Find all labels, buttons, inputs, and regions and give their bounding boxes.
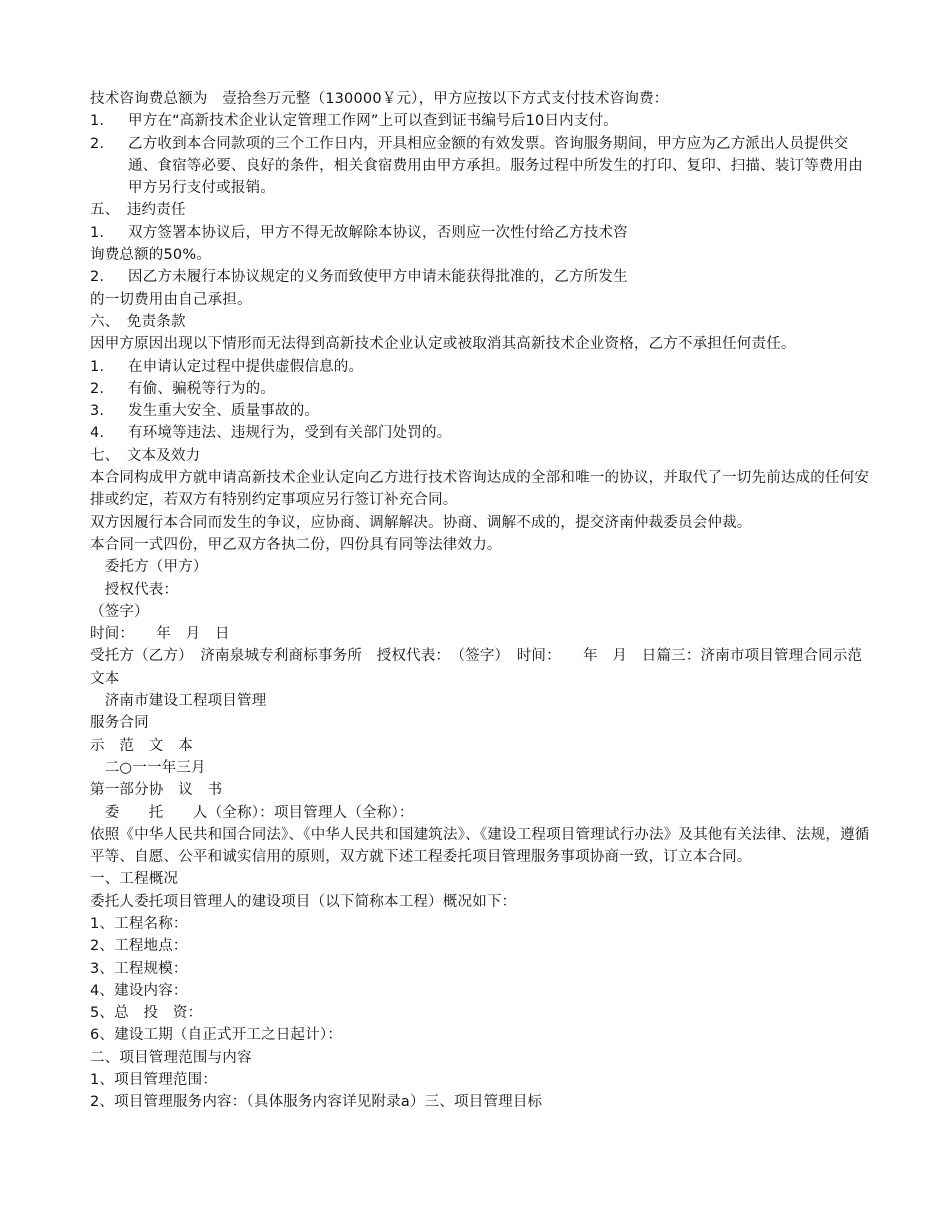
contract-title-3: 示 范 文 本: [90, 737, 193, 754]
list-number: 1.: [90, 224, 105, 241]
breach-item-1-cont: 询费总额的50%。: [90, 247, 212, 264]
exemption-heading: 六、 免责条款: [90, 313, 186, 330]
scope-item-1: 1、项目管理范围：: [90, 1072, 218, 1089]
exemption-item-4: [90, 422, 870, 444]
validity-paragraph-2: 双方因履行本合同而发生的争议，应协商、调解解决。协商、调解不成的，提交济南仲裁委员会仲裁。: [90, 514, 752, 531]
project-item-scale: 3、工程规模：: [90, 960, 188, 977]
project-item-location: 2、工程地点：: [90, 938, 188, 955]
scope-item-2: 2、项目管理服务内容：（具体服务内容详见附录a）三、项目管理目标: [90, 1094, 543, 1111]
parties-line: 委 托 人（全称）：项目管理人（全称）：: [90, 804, 414, 821]
contract-title-2: 服务合同: [90, 715, 149, 732]
list-number: 4.: [90, 425, 105, 442]
list-number: 3.: [90, 403, 105, 420]
section-2-heading: 二、项目管理范围与内容: [90, 1049, 252, 1066]
exemption-item-2: [90, 378, 870, 400]
document-page: [90, 88, 870, 1114]
validity-heading: 七、 文本及效力: [90, 447, 201, 464]
list-number: 1.: [90, 113, 105, 130]
payment-item-2: [90, 133, 870, 200]
breach-item-2: [90, 266, 870, 288]
signature-client: 委托方（甲方）: [90, 559, 208, 576]
signature-sign: （签字）: [90, 603, 149, 620]
validity-paragraph-3: 本合同一式四份，甲乙双方各执二份，四份具有同等法律效力。: [90, 536, 502, 553]
validity-paragraph-1: 本合同构成甲方就申请高新技术企业认定向乙方进行技术咨询达成的全部和唯一的协议，并取代了一切先前达成的任何安排或约定，若双方有特别约定事项应另行签订补充合同。: [90, 470, 870, 509]
section-1-intro: 委托人委托项目管理人的建设项目（以下简称本工程）概况如下：: [90, 893, 517, 910]
project-item-investment: 5、总 投 资：: [90, 1005, 203, 1022]
list-number: 1.: [90, 358, 105, 375]
list-text: 双方签署本协议后，甲方不得无故解除本协议，否则应一次性付给乙方技术咨: [128, 224, 628, 241]
payment-intro: 技术咨询费总额为 壹拾叁万元整（130000￥元），甲方应按以下方式支付技术咨询费：: [90, 91, 669, 107]
signature-provider: 受托方（乙方） 济南泉城专利商标事务所 授权代表： （签字） 时间： 年 月 日篇三：济南市项目管理合同示范文本: [90, 648, 863, 687]
list-number: 2.: [90, 380, 105, 397]
list-text: 乙方收到本合同款项的三个工作日内，开具相应金额的有效发票。咨询服务期间，甲方应为乙方派出人员提供交通、食宿等必要、良好的条件，相关食宿费用由甲方承担。服务过程中所发生的打印、复印、扫描、装订等费用由甲方另行支付或报销。: [128, 135, 863, 197]
exemption-item-3: [90, 400, 870, 422]
list-text: 甲方在“高新技术企业认定管理工作网”上可以查到证书编号后10日内支付。: [128, 113, 618, 130]
list-text: 有偷、骗税等行为的。: [128, 380, 275, 397]
exemption-item-1: [90, 356, 870, 378]
list-text: 因乙方未履行本协议规定的义务而致使甲方申请未能获得批准的，乙方所发生: [128, 269, 628, 286]
breach-heading: 五、 违约责任: [90, 202, 186, 219]
section-1-heading: 一、工程概况: [90, 871, 179, 888]
signature-rep: 授权代表：: [90, 581, 179, 598]
exemption-intro: 因甲方原因出现以下情形而无法得到高新技术企业认定或被取消其高新技术企业资格，乙方不承担任何责任。: [90, 336, 796, 353]
list-number: 2.: [90, 269, 105, 286]
project-item-duration: 6、建设工期（自正式开工之日起计）：: [90, 1027, 343, 1044]
part-1-heading: 第一部分协 议 书: [90, 782, 223, 799]
list-text: 在申请认定过程中提供虚假信息的。: [128, 358, 364, 375]
project-item-content: 4、建设内容：: [90, 982, 188, 999]
list-number: 2.: [90, 135, 105, 152]
contract-title-1: 济南市建设工程项目管理: [90, 693, 267, 710]
contract-date: 二○一一年三月: [90, 759, 206, 776]
breach-item-1: [90, 222, 870, 244]
list-text: 有环境等违法、违规行为，受到有关部门处罚的。: [128, 425, 452, 442]
breach-item-2-cont: 的一切费用由自己承担。: [90, 291, 252, 308]
signature-time: 时间： 年 月 日: [90, 626, 230, 643]
payment-item-1: [90, 110, 870, 132]
list-text: 发生重大安全、质量事故的。: [128, 403, 320, 420]
project-item-name: 1、工程名称：: [90, 915, 188, 932]
contract-basis: 依照《中华人民共和国合同法》、《中华人民共和国建筑法》、《建设工程项目管理试行办法》及其他有关法律、法规，遵循平等、自愿、公平和诚实信用的原则，双方就下述工程委托项目管理服务事项协商一致，订立本合同。: [90, 826, 870, 866]
